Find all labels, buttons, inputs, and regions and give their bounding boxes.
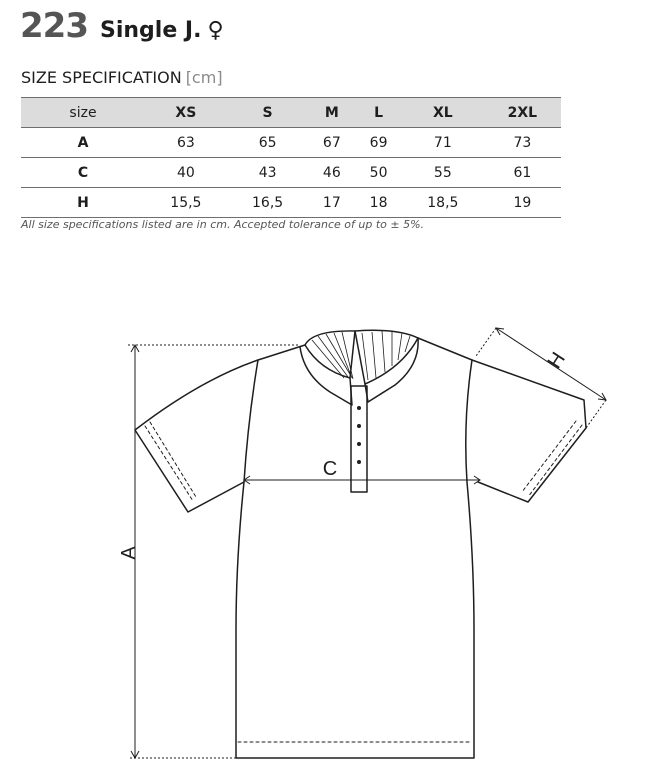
column-header: XS (145, 98, 227, 128)
left-sleeve (135, 360, 258, 512)
column-header: M (308, 98, 355, 128)
row-label: C (21, 158, 145, 188)
column-header: L (355, 98, 402, 128)
column-header: S (227, 98, 309, 128)
column-header: size (21, 98, 145, 128)
row-label: A (21, 128, 145, 158)
table-cell: 67 (308, 128, 355, 158)
column-header: 2XL (484, 98, 561, 128)
placket (351, 386, 367, 492)
table-cell: 19 (484, 188, 561, 218)
table-cell: 16,5 (227, 188, 309, 218)
table-cell: 15,5 (145, 188, 227, 218)
size-spec-unit: [cm] (185, 68, 223, 87)
measure-c-label: C (322, 458, 338, 480)
table-cell: 17 (308, 188, 355, 218)
table-cell: 71 (402, 128, 484, 158)
table-cell: 63 (145, 128, 227, 158)
product-name: Single J. (99, 18, 202, 43)
table-cell: 61 (484, 158, 561, 188)
table-cell: 55 (402, 158, 484, 188)
table-cell: 18,5 (402, 188, 484, 218)
table-cell: 69 (355, 128, 402, 158)
tolerance-note: All size specifications listed are in cm. Accepted tolerance of up to ± 5%. (21, 218, 425, 231)
measure-h-label: H (543, 348, 570, 373)
table-cell: 46 (308, 158, 355, 188)
table-cell: 50 (355, 158, 402, 188)
table-cell: 65 (227, 128, 309, 158)
measure-a-label: A (118, 546, 140, 560)
table-cell: 43 (227, 158, 309, 188)
female-icon: ♀ (207, 18, 224, 43)
size-spec-heading: SIZE SPECIFICATION (21, 68, 182, 87)
product-code: 223 (20, 6, 88, 46)
row-label: H (21, 188, 145, 218)
table-cell: 18 (355, 188, 402, 218)
collar-right (355, 330, 418, 384)
column-header: XL (402, 98, 484, 128)
shirt-body-outline (236, 338, 474, 758)
table-cell: 73 (484, 128, 561, 158)
table-cell: 40 (145, 158, 227, 188)
